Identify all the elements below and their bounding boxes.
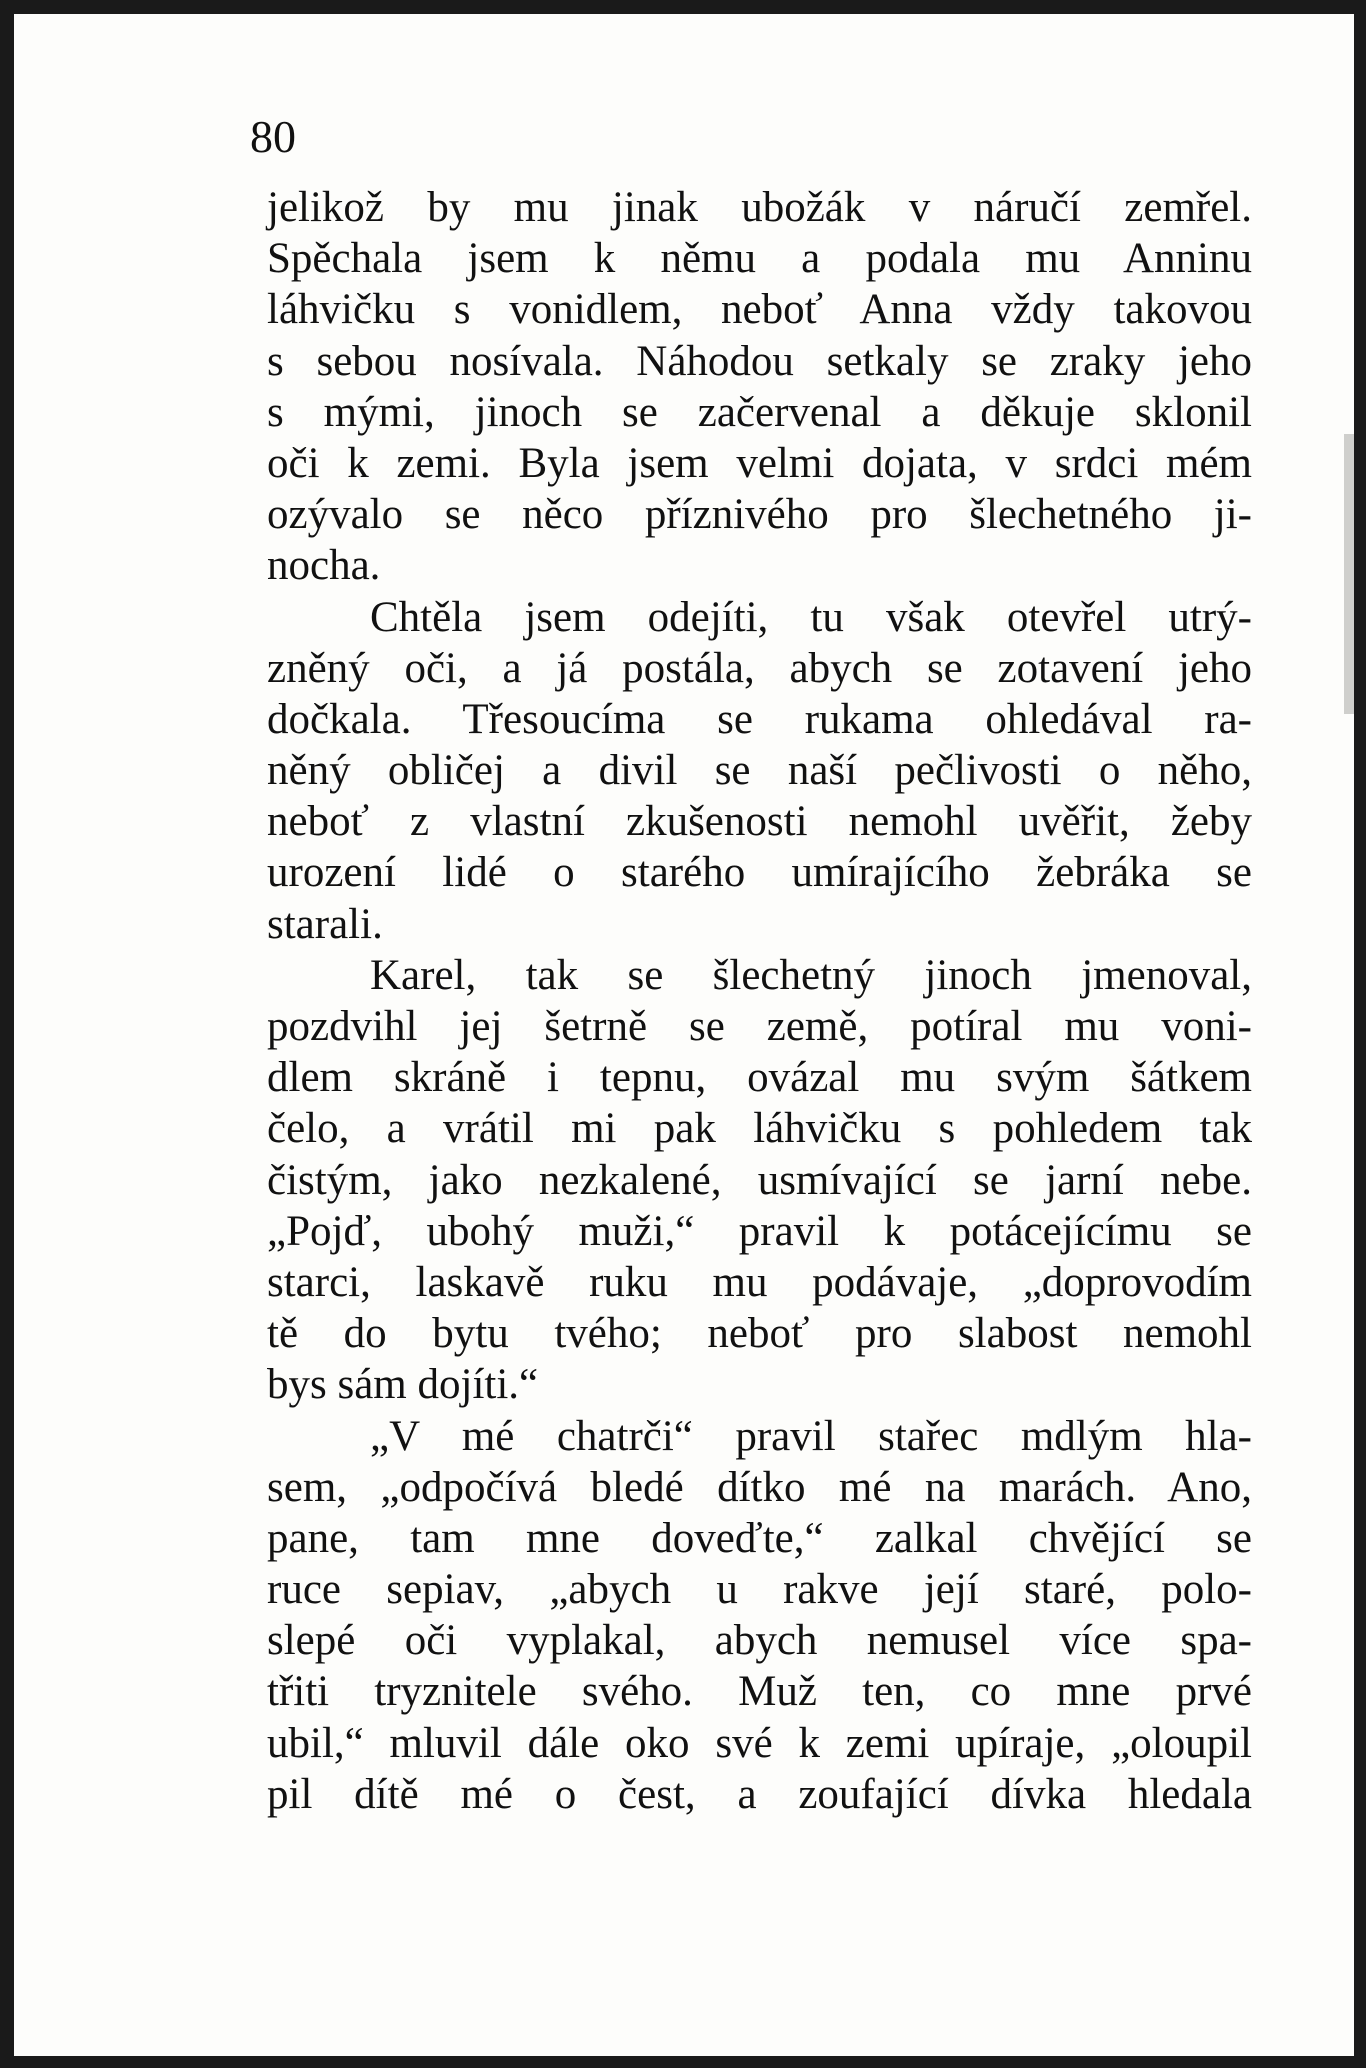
text-line: slepé oči vyplakal, abych nemusel více spa- <box>267 1617 1252 1665</box>
text-line: Karel, tak se šlechetný jinoch jmenoval, <box>370 951 1252 999</box>
text-line: oči k zemi. Byla jsem velmi dojata, v srdci mém <box>267 439 1252 487</box>
text-line: čelo, a vrátil mi pak láhvičku s pohledem tak <box>267 1105 1252 1153</box>
text-line: „Pojď, ubohý muži,“ pravil k potácejícímu se <box>267 1207 1252 1255</box>
text-line: něný obličej a divil se naší pečlivosti o něho, <box>267 747 1252 795</box>
text-line: ozývalo se něco příznivého pro šlechetného ji- <box>267 491 1252 539</box>
text-line: „V mé chatrči“ pravil stařec mdlým hla- <box>370 1412 1252 1460</box>
text-line: starali. <box>267 900 383 948</box>
text-line: ruce sepiav, „abych u rakve její staré, polo- <box>267 1566 1252 1614</box>
body-text <box>267 182 1252 1820</box>
text-line: pil dítě mé o čest, a zoufající dívka hledala <box>267 1770 1252 1818</box>
text-line: dočkala. Třesoucíma se rukama ohledával ra- <box>267 695 1252 743</box>
page-edge-shadow <box>1344 434 1354 714</box>
page-number: 80 <box>250 111 296 162</box>
text-line: tě do bytu tvého; neboť pro slabost nemohl <box>267 1310 1252 1358</box>
book-page <box>14 14 1354 2056</box>
text-line: ubil,“ mluvil dále oko své k zemi upíraje, „oloupil <box>267 1719 1252 1767</box>
text-line: nocha. <box>267 542 381 590</box>
text-line: bys sám dojíti.“ <box>267 1361 539 1409</box>
text-line: pozdvihl jej šetrně se země, potíral mu voni- <box>267 1003 1252 1050</box>
text-line: s mými, jinoch se začervenal a děkuje sklonil <box>267 388 1252 436</box>
text-line: neboť z vlastní zkušenosti nemohl uvěřit, žeby <box>267 798 1252 846</box>
text-line: třiti tryznitele svého. Muž ten, co mne prvé <box>267 1668 1252 1716</box>
text-line: Spěchala jsem k němu a podala mu Anninu <box>267 235 1252 283</box>
text-line: dlem skráně i tepnu, ovázal mu svým šátkem <box>267 1054 1252 1102</box>
text-line: jelikož by mu jinak ubožák v náručí zemřel. <box>267 184 1252 231</box>
text-line: starci, laskavě ruku mu podávaje, „doprovodím <box>267 1258 1252 1306</box>
text-line: sem, „odpočívá bledé dítko mé na marách. Ano, <box>267 1463 1252 1511</box>
text-line: láhvičku s vonidlem, neboť Anna vždy takovou <box>267 286 1252 334</box>
text-line: čistým, jako nezkalené, usmívající se jarní nebe. <box>267 1156 1252 1204</box>
text-line: zněný oči, a já postála, abych se zotavení jeho <box>267 644 1252 692</box>
text-line: s sebou nosívala. Náhodou setkaly se zraky jeho <box>267 337 1252 385</box>
text-line: Chtěla jsem odejíti, tu však otevřel utrý- <box>370 593 1252 641</box>
text-line: pane, tam mne doveďte,“ zalkal chvějící se <box>267 1514 1252 1562</box>
text-line: urození lidé o starého umírajícího žebráka se <box>267 849 1252 897</box>
